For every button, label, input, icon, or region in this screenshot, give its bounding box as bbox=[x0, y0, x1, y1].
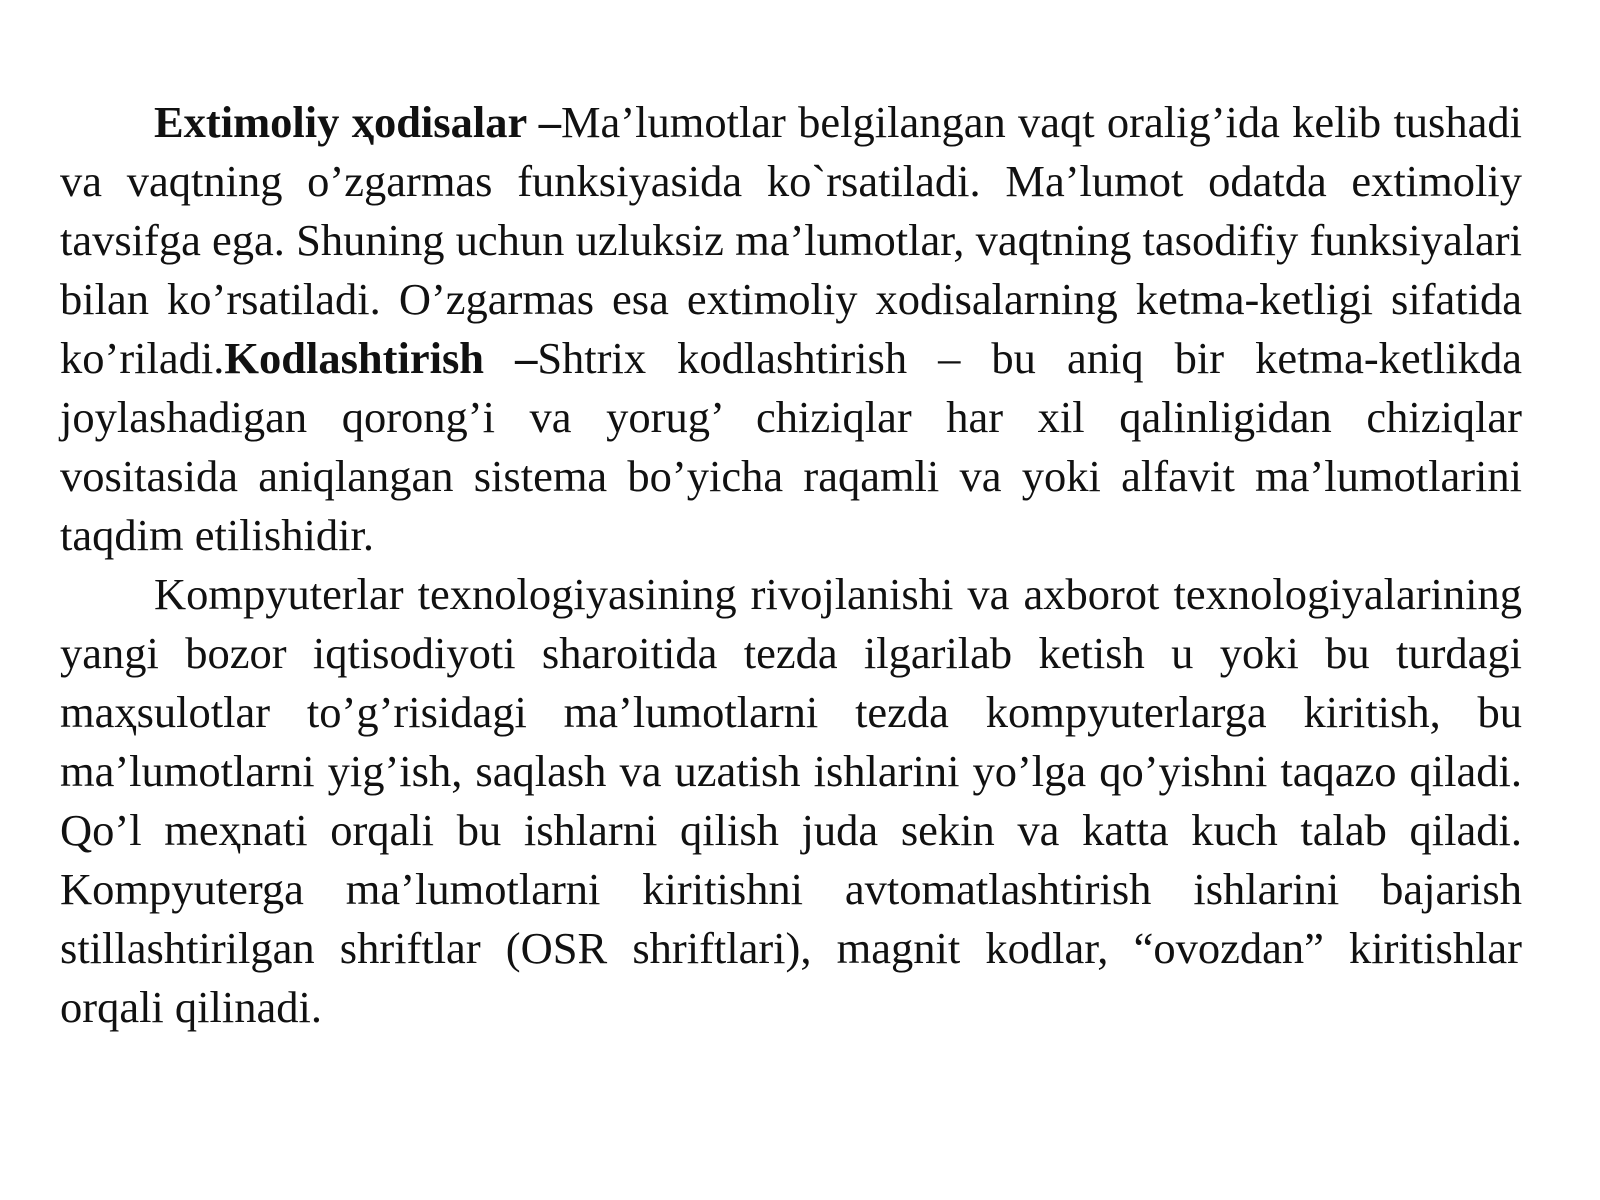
term-extimoliy-label: Extimoliy ҳodisalar bbox=[154, 97, 527, 147]
term-kodlashtirish bbox=[224, 333, 537, 383]
paragraph-definitions bbox=[60, 93, 1522, 565]
paragraph-kompyuterlar bbox=[60, 565, 1522, 1037]
paragraph-kompyuterlar-text: Kompyuterlar texnologiyasining rivojlanishi va axborot texnologiyalarining yangi bozor iqtisodiyoti sharoitida tezda ilgarilab ketish u yoki bu turdagi maҳsulotlar to’g’risidagi ma’lumotlarni tezda kompyuterlarga kiritish, bu ma’lumotlarni yig’ish, saqlash va uzatish ishlarini yo’lga qo’yishni taqazo qiladi. Qo’l meҳnati orqali bu ishlarni qilish juda sekin va katta kuch talab qiladi. Kompyuterga ma’lumotlarni kiritishni avtomatlashtirish ishlarini bajarish stillashtirilgan shriftlar (OSR shriftlari), magnit kodlar, “ovozdan” kiritishlar orqali qilinadi. bbox=[60, 569, 1522, 1032]
term-kodlashtirish-label: Kodlashtirish bbox=[224, 333, 485, 383]
term-kodlashtirish-dash: – bbox=[484, 333, 538, 383]
term-extimoliy-hodisalar bbox=[154, 97, 561, 147]
term-extimoliy-dash: – bbox=[526, 97, 561, 147]
slide-body bbox=[60, 93, 1522, 1037]
definition-extimoliy-text: Ma’lumotlar belgilangan vaqt oralig’ida kelib tushadi va vaqtning o’zgarmas funksiyasida ko`rsatiladi. Ma’lumot odatda extimoliy tavsifga ega. Shuning uchun uzluksiz ma’lumotlar, vaqtning tasodifiy funksiyalari bilan ko’rsatiladi. O’zgarmas esa extimoliy xodisalarning ketma-ketligi sifatida ko’riladi. bbox=[60, 97, 1522, 383]
definition-kodlashtirish-text: Shtrix kodlashtirish – bu aniq bir ketma-ketlikda joylashadigan qorong’i va yorug’ chiziqlar har xil qalinligidan chiziqlar vositasida aniqlangan sistema bo’yicha raqamli va yoki alfavit ma’lumotlarini taqdim etilishidir. bbox=[60, 333, 1522, 560]
